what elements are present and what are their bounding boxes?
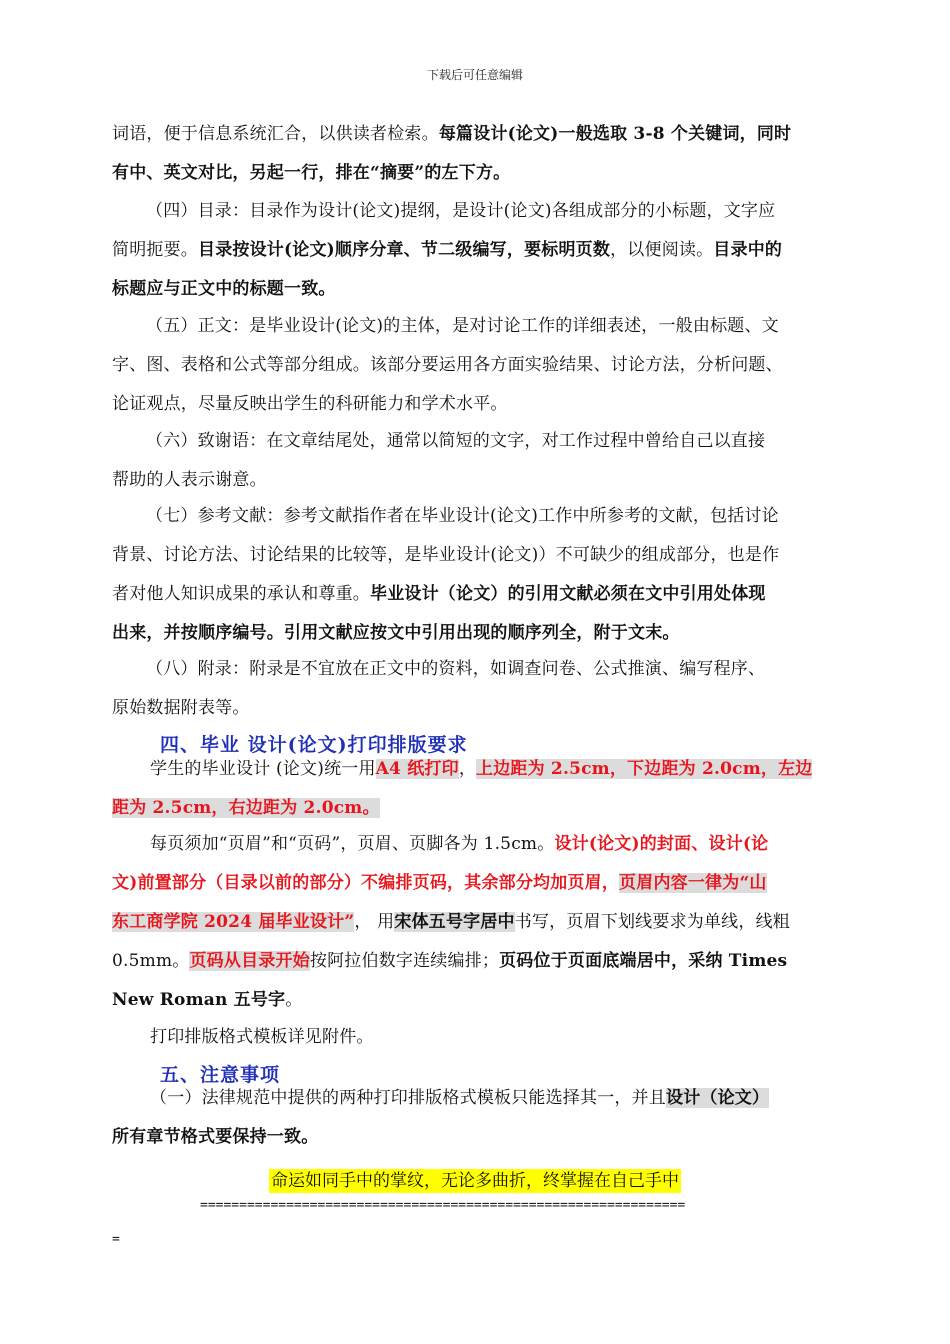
- motto: [0, 1166, 950, 1191]
- toc-bold-3: 标题应与正文中的标题一致。: [112, 279, 336, 299]
- notes-text: （一）法律规范中提供的两种打印排版格式模板只能选择其一，并且: [150, 1088, 666, 1108]
- paper-text: 学生的毕业设计 (论文)统一用: [150, 759, 376, 779]
- motto-text: 命运如同手中的掌纹，无论多曲折，终掌握在自己手中: [271, 1171, 679, 1191]
- paragraph-header-footer: [112, 825, 872, 1020]
- hf-text: 每页须加“页眉”和“页码”，页眉、页脚各为 1.5cm。: [150, 834, 555, 854]
- paper-margins-2: 距为 2.5cm，右边距为 2.0cm。: [112, 798, 380, 818]
- separator: ==============================================================: [200, 1198, 686, 1213]
- paragraph-keywords: [112, 115, 872, 193]
- paragraph-paper: [112, 750, 872, 828]
- notes-bold: 设计（论文）: [666, 1088, 770, 1108]
- thanks-line-1: （六）致谢语：在文章结尾处，通常以简短的文字，对工作过程中曾给自己以直接: [146, 431, 766, 451]
- paragraph-appendix: [112, 650, 872, 728]
- paper-a4: A4 纸打印: [375, 759, 459, 779]
- separator-tail: =: [112, 1232, 120, 1247]
- toc-bold-2: 目录中的: [713, 240, 783, 260]
- hf-font: 宋体五号字居中: [394, 912, 515, 932]
- thanks-line-2: 帮助的人表示谢意。: [112, 470, 267, 490]
- toc-bold: 目录按设计(论文)顺序分章、节二级编写，要标明页数: [198, 240, 611, 260]
- toc-text: 简明扼要。: [112, 240, 198, 260]
- paragraph-body: [112, 307, 872, 424]
- ref-bold-2: 出来，并按顺序编号。引用文献应按文中引用出现的顺序列全，附于文末。: [112, 623, 680, 643]
- ref-line-2: 背景、讨论方法、讨论结果的比较等，是毕业设计(论文)）不可缺少的组成部分，也是作: [112, 545, 780, 565]
- hf-text-5: 按阿拉伯数字连续编排；: [309, 951, 500, 971]
- keywords-text: 词语，便于信息系统汇合，以供读者检索。: [112, 124, 439, 144]
- toc-line-1: （四）目录：目录作为设计(论文)提纲，是设计(论文)各组成部分的小标题，文字应: [146, 201, 776, 221]
- template-text: 打印排版格式模板详见附件。: [150, 1027, 374, 1047]
- appendix-line-1: （八）附录：附录是不宜放在正文中的资料，如调查问卷、公式推演、编写程序、: [146, 659, 766, 679]
- section-heading-5: 五、注意事项: [160, 1064, 281, 1086]
- toc-text-2: ，以便阅读。: [610, 240, 714, 260]
- paragraph-template: [112, 1018, 872, 1057]
- paper-comma: ，: [458, 759, 477, 779]
- keywords-bold-2: 有中、英文对比，另起一行，排在“摘要”的左下方。: [112, 163, 511, 183]
- keywords-bold: 每篇设计(论文)一般选取 3-8 个关键词，同时: [438, 124, 792, 144]
- notes-bold-2: 所有章节格式要保持一致。: [112, 1127, 319, 1147]
- paragraph-toc: [112, 192, 872, 309]
- ref-bold: 毕业设计（论文）的引用文献必须在文中引用处体现: [370, 584, 766, 604]
- hf-text-4: 0.5mm。: [112, 951, 190, 971]
- paragraph-notes: [112, 1079, 872, 1157]
- paper-margins: 上边距为 2.5cm，下边距为 2.0cm，左边: [476, 759, 813, 779]
- hf-red-hl: 页眉内容一律为“山: [619, 873, 767, 893]
- ref-text: 者对他人知识成果的承认和尊重。: [112, 584, 370, 604]
- hf-bold: 页码位于页面底端居中，采纳 Times: [499, 951, 788, 971]
- body-line-1: （五）正文：是毕业设计(论文)的主体，是对讨论工作的详细表述，一般由标题、文: [146, 316, 779, 336]
- body-line-3: 论证观点，尽量反映出学生的科研能力和学术水平。: [112, 394, 508, 414]
- hf-text-2: ， 用: [354, 912, 395, 932]
- hf-period: 。: [285, 990, 303, 1010]
- appendix-line-2: 原始数据附表等。: [112, 698, 250, 718]
- hf-red-hl-2: 东工商学院 2024 届毕业设计”: [112, 912, 355, 932]
- hf-red-2: 文)前置部分（目录以前的部分）不编排页码，其余部分均加页眉，: [112, 873, 620, 893]
- section-heading-4: 四、毕业 设计(论文)打印排版要求: [160, 734, 468, 756]
- hf-bold-2: New Roman 五号字: [112, 990, 286, 1010]
- page-header: 下载后可任意编辑: [426, 68, 523, 82]
- body-line-2: 字、图、表格和公式等部分组成。该部分要运用各方面实验结果、讨论方法，分析问题、: [112, 355, 783, 375]
- hf-red: 设计(论文)的封面、设计(论: [554, 834, 769, 854]
- paragraph-thanks: [112, 422, 872, 500]
- hf-text-3: 书写，页眉下划线要求为单线，线粗: [514, 912, 790, 932]
- ref-line-1: （七）参考文献：参考文献指作者在毕业设计(论文)工作中所参考的文献，包括讨论: [146, 506, 779, 526]
- paragraph-references: [112, 497, 872, 653]
- hf-pagenum: 页码从目录开始: [189, 951, 310, 971]
